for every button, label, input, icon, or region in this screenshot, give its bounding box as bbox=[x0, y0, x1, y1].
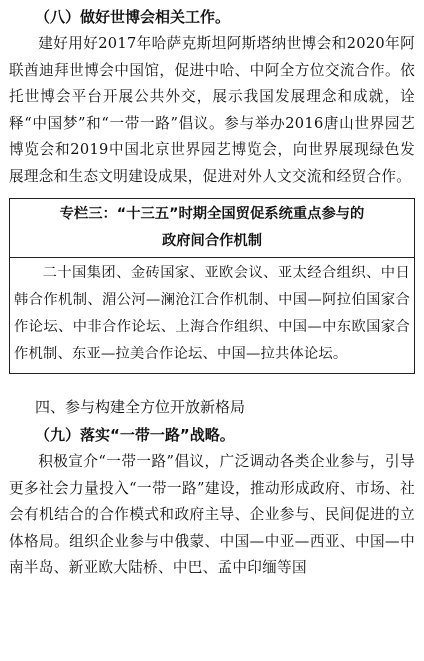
column-box-title-line1: 专栏三：“十三五”时期全国贸促系统重点参与的 bbox=[59, 206, 365, 222]
column-box-3 bbox=[9, 198, 415, 374]
paragraph-belt-road: 积极宣介“一带一路”倡议，广泛调动各类企业参与，引导更多社会力量投入“一带一路”建设，推动形成政府、市场、社会有机结合的合作模式和政府主导、企业参与、民间促进的立体格局。组织企业参与中俄蒙、中国—中亚—西亚、中国—中南半岛、新亚欧大陆桥、中巴、孟中印缅等国 bbox=[9, 453, 415, 576]
paragraph-expo: 建好用好2017年哈萨克斯坦阿斯塔纳世博会和2020年阿联酋迪拜世博会中国馆，促进中哈、中阿全方位交流合作。依托世博会平台开展公共外交，展示我国发展理念和成就，诠释“中国梦”和“一带一路”倡议。参与举办2016唐山世界园艺博览会和2019中国北京世界园艺博览会，向世界展现绿色发展理念和生态文明建设成果，促进对外人文交流和经贸合作。 bbox=[9, 35, 415, 185]
section-heading-4: 四、参与构建全方位开放新格局 bbox=[35, 398, 246, 416]
section-heading-9: （九）落实“一带一路”战略。 bbox=[35, 426, 235, 444]
column-box-title bbox=[10, 199, 414, 258]
column-box-title-line2: 政府间合作机制 bbox=[161, 233, 263, 249]
section-heading-8: （八）做好世博会相关工作。 bbox=[35, 8, 231, 26]
column-box-body: 二十国集团、金砖国家、亚欧会议、亚太经合组织、中日韩合作机制、湄公河—澜沧江合作机制、中国—阿拉伯国家合作论坛、中非合作论坛、上海合作组织、中国—中东欧国家合作机制、东亚—拉美合作论坛、中国—拉共体论坛。 bbox=[14, 265, 410, 362]
